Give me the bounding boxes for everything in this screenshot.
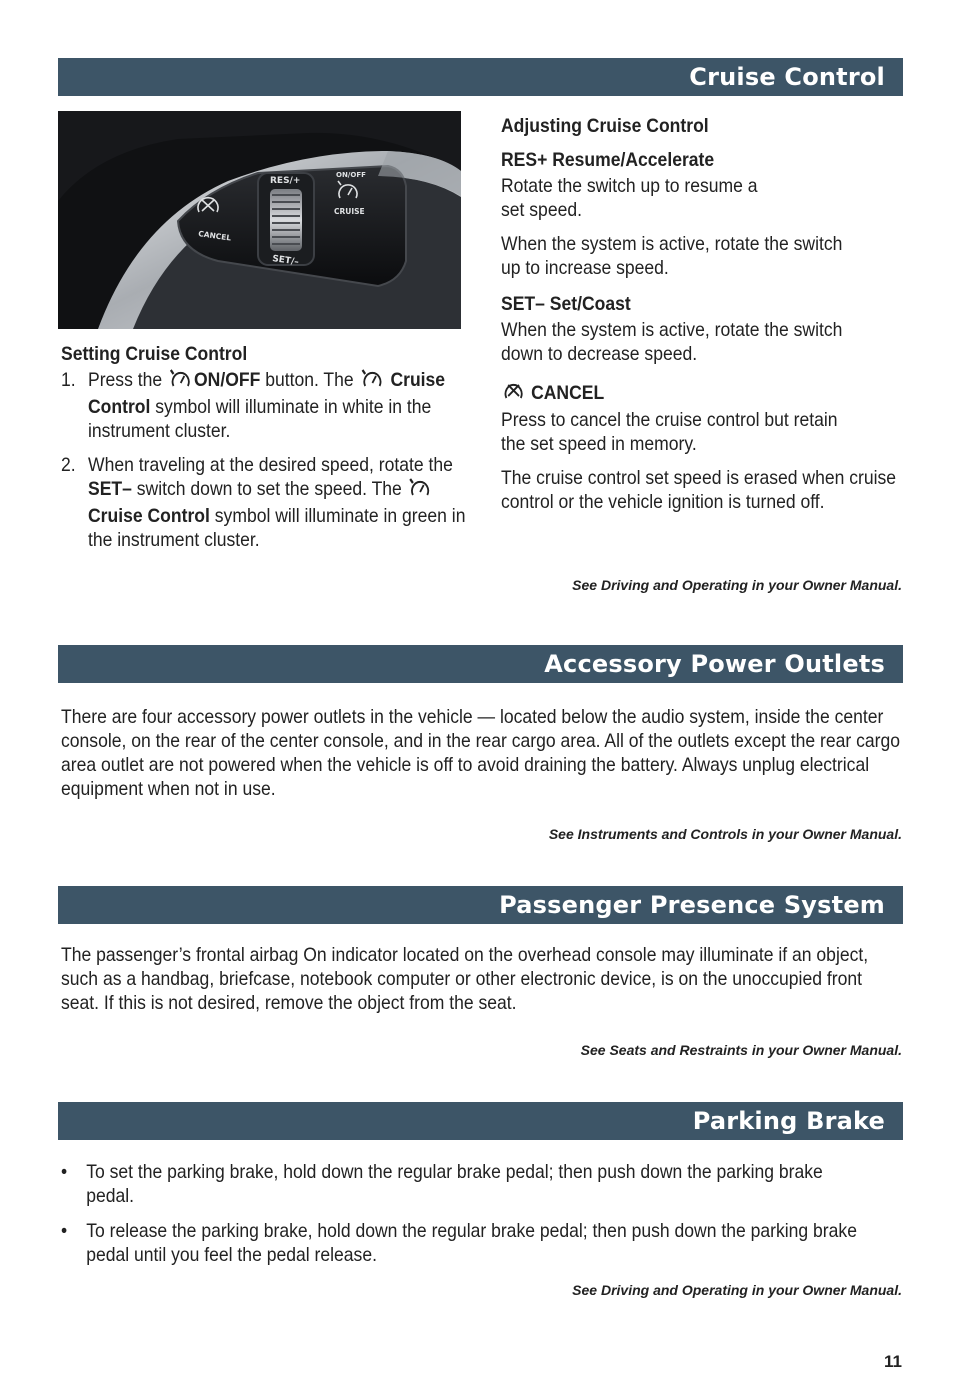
step-text: symbol will illuminate in white in the instrument cluster. <box>88 396 432 442</box>
step-number: 1. <box>61 369 76 391</box>
passenger-paragraph: The passenger’s frontal airbag On indicator located on the overhead console may illuminate if an object, such as a handbag, briefcase, notebook computer or other electronic device, is on the unoccupied front seat. If this is not desired, remove the object from the seat. <box>61 944 869 1014</box>
set-text: SET– <box>88 478 132 500</box>
adjusting-cruise-column <box>501 114 901 524</box>
section-title: Accessory Power Outlets <box>544 650 885 678</box>
bullet: • <box>61 1161 68 1183</box>
passenger-presence-header <box>58 886 903 924</box>
bullet-text: To release the parking brake, hold down the regular brake pedal; then push down the parking brake pedal until you feel the pedal release. <box>86 1220 857 1266</box>
bullet-text: To set the parking brake, hold down the regular brake pedal; then push down the parking brake pedal. <box>86 1161 823 1207</box>
steering-wheel-cruise-photo <box>58 111 461 329</box>
parking-brake-header <box>58 1102 903 1140</box>
outlets-body <box>61 705 906 801</box>
outlets-reference: See Instruments and Controls in your Owner Manual. <box>548 826 902 842</box>
step-text: switch down to set the speed. The <box>136 478 402 500</box>
res-paragraph: Rotate the switch up to resume a set speed. <box>501 175 758 221</box>
list-item <box>61 368 471 443</box>
step-text: When traveling at the desired speed, rotate the <box>88 454 453 476</box>
cruise-label: CRUISE <box>334 207 365 216</box>
parking-reference: See Driving and Operating in your Owner Manual. <box>572 1282 902 1298</box>
section-title: Parking Brake <box>692 1107 885 1135</box>
cancel-heading-row <box>501 380 901 408</box>
list-item <box>61 1160 862 1208</box>
section-title: Passenger Presence System <box>499 891 885 919</box>
page-number: 11 <box>884 1352 902 1371</box>
cruise-control-header <box>58 58 903 96</box>
parking-body <box>61 1160 906 1278</box>
step-text: button. The <box>265 369 354 391</box>
adjust-heading: Adjusting Cruise Control <box>501 115 709 137</box>
cruise-control-text: Cruise Control <box>88 505 210 527</box>
step-text: Press the <box>88 369 163 391</box>
accessory-outlets-header <box>58 645 903 683</box>
list-item <box>61 453 471 552</box>
onoff-text: ON/OFF <box>194 369 261 391</box>
res-label: RES/+ <box>270 176 301 186</box>
step-text: symbol will illuminate in green in the instrument cluster. <box>88 505 466 551</box>
outlets-paragraph: There are four accessory power outlets in the vehicle — located below the audio system, inside the center console, on the rear of the center console, and in the rear cargo area. All of the outlets except the rear cargo area outlet are not powered when the vehicle is off to avoid draining the battery. Always unplug electrical equipment when not in use. <box>61 706 901 800</box>
onoff-label: ON/OFF <box>336 171 366 179</box>
bullet: • <box>61 1220 68 1242</box>
cruise-control-icon <box>408 478 431 504</box>
cruise-control-icon <box>169 369 192 395</box>
list-item <box>61 1219 862 1267</box>
cruise-control-icon <box>360 369 383 395</box>
cancel-paragraph: The cruise control set speed is erased when cruise control or the vehicle ignition is turned off. <box>501 467 897 513</box>
section-title: Cruise Control <box>689 63 885 91</box>
cancel-heading: CANCEL <box>531 382 605 404</box>
cruise-control-text: Cruise Control <box>88 369 446 418</box>
setting-cruise-column <box>61 342 471 562</box>
steering-wheel-controls-image <box>58 111 461 329</box>
passenger-reference: See Seats and Restraints in your Owner Manual. <box>580 1042 902 1058</box>
res-paragraph: When the system is active, rotate the switch up to increase speed. <box>501 233 843 279</box>
res-heading: RES+ Resume/Accelerate <box>501 149 715 171</box>
set-heading: SET– Set/Coast <box>501 293 631 315</box>
cancel-label: CANCEL <box>197 229 232 243</box>
cruise-reference: See Driving and Operating in your Owner Manual. <box>572 577 902 593</box>
step-number: 2. <box>61 454 76 476</box>
setting-heading: Setting Cruise Control <box>61 343 248 365</box>
cancel-paragraph: Press to cancel the cruise control but retain the set speed in memory. <box>501 409 838 455</box>
set-label: SET/– <box>271 254 300 268</box>
passenger-body <box>61 943 906 1015</box>
cruise-cancel-icon <box>503 380 525 408</box>
set-paragraph: When the system is active, rotate the switch down to decrease speed. <box>501 319 843 365</box>
